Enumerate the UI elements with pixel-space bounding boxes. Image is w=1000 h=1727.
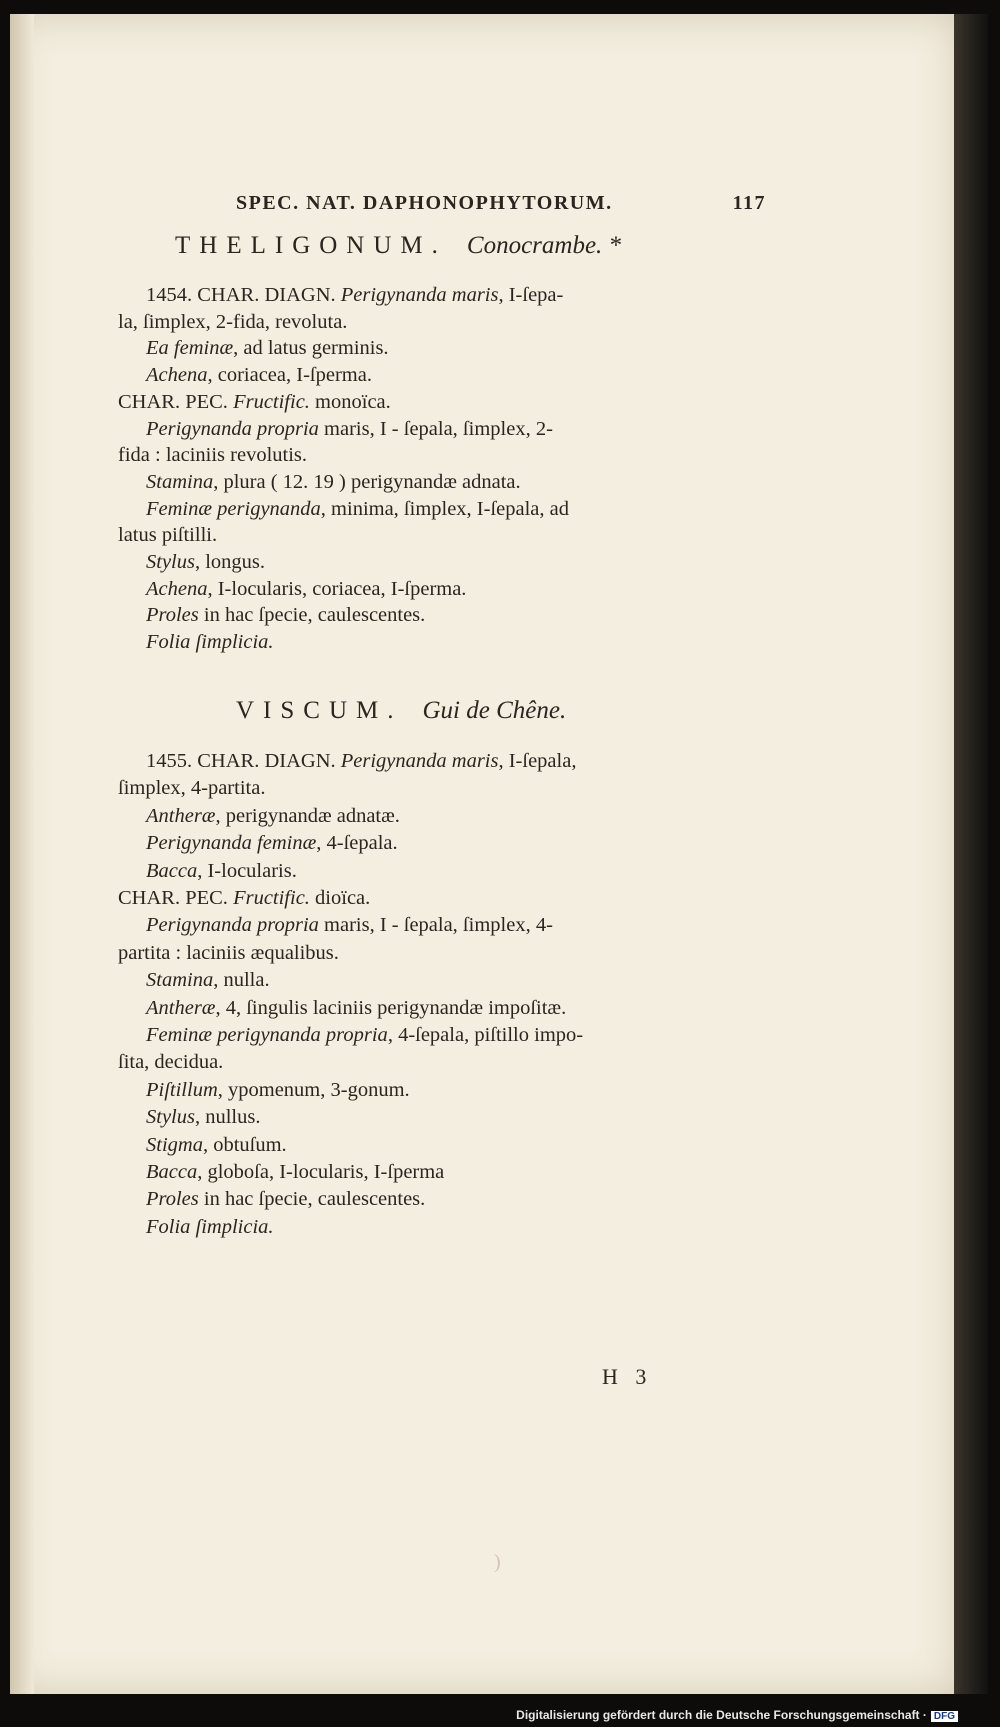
text-line <box>118 887 370 910</box>
line-rest: , coriacea, I-ſperma. <box>207 364 372 387</box>
line-rest: maris, I - ſepala, ſimplex, 4- <box>318 914 553 937</box>
text-line <box>146 1079 410 1102</box>
text-line <box>146 832 398 855</box>
line-rest: ſimplex, 4-partita. <box>118 777 266 800</box>
book-page <box>10 14 958 1694</box>
line-rest: monoïca. <box>309 390 391 413</box>
line-ital: Folia ſimplicia. <box>146 1215 274 1238</box>
line-ital: Piſtillum <box>146 1078 218 1101</box>
line-ital: Feminæ perigynanda propria <box>146 1024 388 1046</box>
text-line <box>146 1134 287 1157</box>
text-line <box>146 969 270 992</box>
text-line <box>118 777 265 800</box>
signature-mark: H 3 <box>602 1364 653 1389</box>
text-line <box>118 1051 223 1074</box>
text-line <box>146 997 566 1020</box>
text-line <box>146 364 372 387</box>
line-rest: , I-locularis, coriacea, I-ſperma. <box>207 577 467 600</box>
text-line <box>146 1216 274 1239</box>
text-line <box>146 418 553 441</box>
line-rest: , minima, ſimplex, I-ſepala, ad <box>320 497 569 520</box>
line-ital: Stylus <box>146 551 195 573</box>
line-ital: Proles <box>146 604 199 627</box>
text-line <box>118 391 391 414</box>
line-rest: , 4-ſepala, piſtillo impo- <box>387 1024 584 1046</box>
line-ital: Perigynanda propria <box>146 914 319 937</box>
line-ital: Antheræ <box>146 996 216 1019</box>
line-rest: latus piſtilli. <box>118 524 218 547</box>
line-ital: Stigma <box>146 1133 203 1156</box>
line-ital: Perigynanda maris <box>340 750 499 772</box>
line-rest: , longus. <box>194 551 266 573</box>
text-line <box>146 578 466 601</box>
text-line <box>118 311 347 334</box>
funding-notice <box>516 1708 958 1722</box>
text-line <box>118 524 217 547</box>
line-ital: Achena <box>146 577 208 600</box>
text-line <box>146 604 425 627</box>
line-rest: , ypomenum, 3-gonum. <box>217 1078 410 1101</box>
line-rest: , I-ſepa- <box>498 284 564 306</box>
genus-heading-viscum <box>236 697 566 725</box>
line-rest: , 4-ſepala. <box>316 832 398 855</box>
text-line <box>118 444 307 467</box>
line-ital: Perigynanda propria <box>146 417 319 440</box>
text-line <box>146 860 297 883</box>
line-rest: , I-locularis. <box>197 859 297 882</box>
common-name: Conocrambe. * <box>466 232 622 259</box>
line-rest: partita : laciniis æqualibus. <box>118 941 339 964</box>
text-line <box>146 551 265 574</box>
page-edge <box>954 14 988 1694</box>
page-binding-shadow <box>10 14 34 1694</box>
genus-name: THELIGONUM. <box>175 232 447 259</box>
line-ital: Bacca <box>146 1161 198 1183</box>
line-rest: maris, I - ſepala, ſimplex, 2- <box>318 417 553 440</box>
dfg-logo: DFG <box>931 1711 958 1722</box>
line-ital: Perigynanda maris <box>340 284 499 306</box>
line-ital: Achena <box>146 364 208 387</box>
line-ital: Bacca <box>146 859 198 882</box>
text-line <box>146 1188 425 1211</box>
line-ital: Perigynanda feminæ <box>146 832 317 855</box>
text-line <box>146 1106 260 1129</box>
stray-mark: ) <box>494 1551 501 1573</box>
line-ital: Fructific. <box>233 390 310 413</box>
text-line <box>146 337 389 360</box>
line-rest: , obtuſum. <box>202 1133 287 1156</box>
line-ital: Feminæ perigynanda <box>146 497 321 520</box>
line-rest: , plura ( 12. 19 ) perigynandæ adnata. <box>213 470 521 493</box>
line-ital: Folia ſimplicia. <box>146 631 274 654</box>
text-line <box>146 498 569 521</box>
line-rest: in hac ſpecie, caulescentes. <box>198 1188 426 1211</box>
line-rest: , 4, ſingulis laciniis perigynandæ impoſitæ. <box>215 996 567 1019</box>
line-ital: Ea feminæ <box>146 337 234 360</box>
line-rest: ſita, decidua. <box>118 1051 224 1074</box>
line-rest: , nullus. <box>194 1106 261 1129</box>
line-ital: Stamina <box>146 969 214 992</box>
running-title: SPEC. NAT. DAPHONOPHYTORUM. <box>236 192 613 214</box>
text-line <box>146 471 521 494</box>
text-line <box>146 914 553 937</box>
line-ital: Proles <box>146 1188 199 1211</box>
line-rest: in hac ſpecie, caulescentes. <box>198 604 426 627</box>
line-rest: , globoſa, I-locularis, I-ſperma <box>197 1161 445 1183</box>
line-rest: , nulla. <box>213 969 270 992</box>
line-ital: Antheræ <box>146 804 216 827</box>
line-ital: Fructific. <box>233 887 310 909</box>
text-line <box>146 750 576 773</box>
genus-name: VISCUM. <box>236 697 403 724</box>
line-lead: CHAR. PEC. <box>118 390 234 413</box>
text-line <box>146 631 274 654</box>
line-ital: Stamina <box>146 470 214 493</box>
line-rest: , I-ſepala, <box>498 750 577 772</box>
running-head <box>236 192 766 215</box>
line-rest: , perigynandæ adnatæ. <box>215 804 400 827</box>
line-lead: CHAR. PEC. <box>118 887 234 909</box>
line-rest: , ad latus germinis. <box>233 337 389 360</box>
line-lead: 1455. CHAR. DIAGN. <box>146 750 341 772</box>
funding-text: Digitalisierung gefördert durch die Deutsche Forschungsgemeinschaft · <box>516 1708 927 1722</box>
text-line <box>146 284 563 307</box>
line-rest: fida : laciniis revolutis. <box>118 444 308 467</box>
genus-heading-theligonum <box>175 232 621 260</box>
text-line <box>146 1161 444 1184</box>
line-ital: Stylus <box>146 1106 195 1129</box>
line-rest: la, ſimplex, 2-fida, revoluta. <box>118 310 348 333</box>
text-line <box>146 805 400 828</box>
page-number: 117 <box>732 192 766 214</box>
text-line <box>146 1024 583 1047</box>
text-line <box>118 942 339 965</box>
line-lead: 1454. CHAR. DIAGN. <box>146 284 341 306</box>
line-rest: dioïca. <box>309 887 371 909</box>
common-name: Gui de Chêne. <box>422 697 567 724</box>
